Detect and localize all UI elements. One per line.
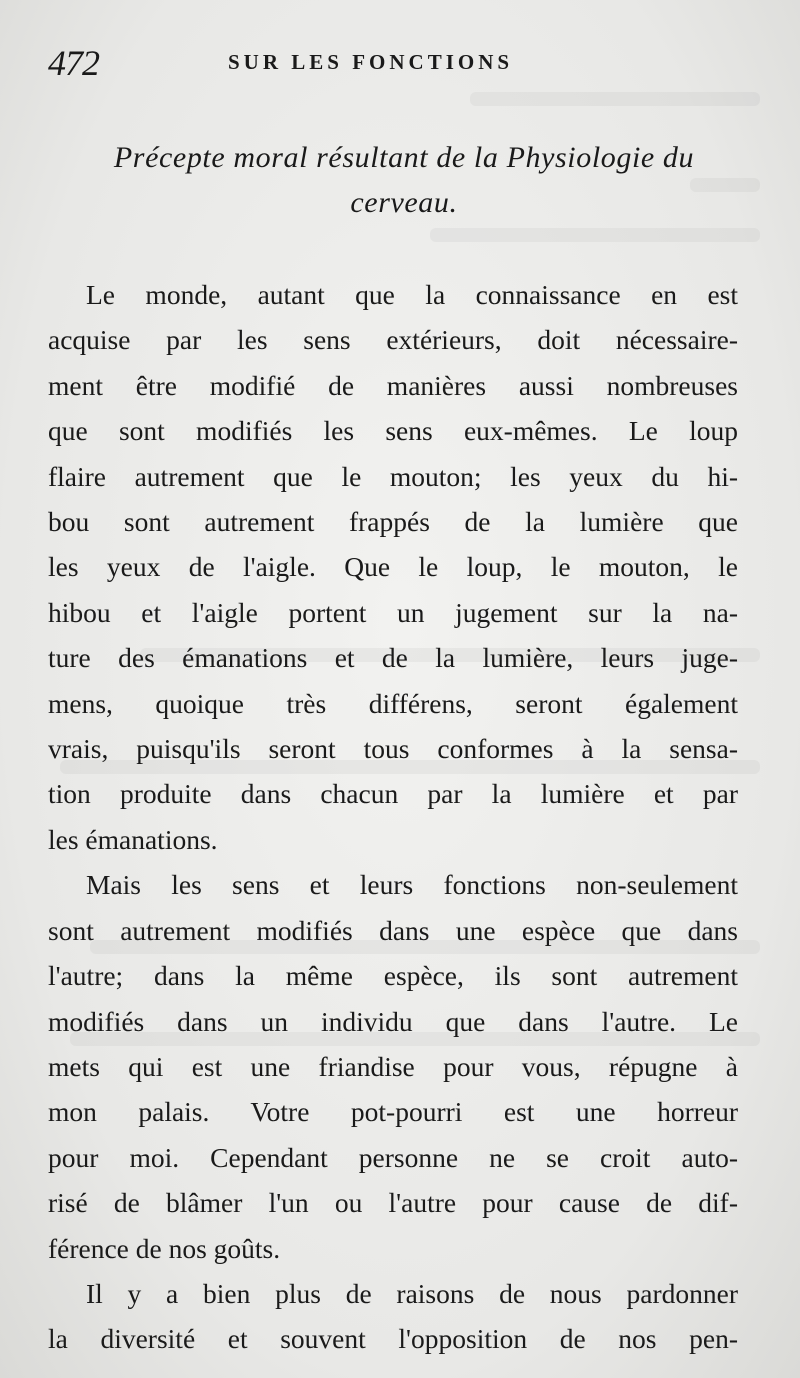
text-line: ture des émanations et de la lumière, leurs juge- [48, 642, 738, 674]
text-line: flaire autrement que le mouton; les yeux du hi- [48, 460, 738, 492]
text-line: bou sont autrement frappés de la lumière que [48, 506, 738, 538]
body-text [48, 272, 738, 1362]
text-line: tion produite dans chacun par la lumière et par [48, 778, 738, 810]
text-line: modifiés dans un individu que dans l'autre. Le [48, 1005, 738, 1037]
running-head: SUR LES FONCTIONS [228, 50, 514, 74]
text-line: Il y a bien plus de raisons de nous pardonner [86, 1277, 738, 1309]
text-line: vrais, puisqu'ils seront tous conformes à la sensa- [48, 733, 738, 765]
section-title [44, 135, 764, 225]
section-title-line: Précepte moral résultant de la Physiologie du [113, 141, 695, 174]
text-line: sont autrement modifiés dans une espèce que dans [48, 914, 738, 946]
section-title-line: cerveau. [350, 186, 458, 219]
text-line: que sont modifiés les sens eux-mêmes. Le loup [48, 415, 738, 447]
text-line: pour moi. Cependant personne ne se croit auto- [48, 1141, 738, 1173]
paragraph [48, 1271, 738, 1362]
page-header [48, 42, 760, 82]
text-line: mens, quoique très différens, seront également [48, 687, 738, 719]
paragraph [48, 272, 738, 862]
text-line: Le monde, autant que la connaissance en est [86, 279, 738, 310]
text-line: mon palais. Votre pot-pourri est une horreur [48, 1096, 738, 1128]
text-line: mets qui est une friandise pour vous, répugne à [48, 1050, 738, 1082]
text-line: risé de blâmer l'un ou l'autre pour cause de dif- [48, 1187, 738, 1219]
page-number: 472 [48, 43, 99, 83]
text-line: l'autre; dans la même espèce, ils sont autrement [48, 960, 738, 992]
text-line: les yeux de l'aigle. Que le loup, le mouton, le [48, 551, 738, 583]
text-line: ment être modifié de manières aussi nombreuses [48, 369, 738, 401]
text-line: hibou et l'aigle portent un jugement sur la na- [48, 596, 738, 628]
text-line: férence de nos goûts. [48, 1232, 281, 1264]
text-line: Mais les sens et leurs fonctions non-seulement [86, 869, 738, 901]
paragraph [48, 862, 738, 1271]
text-line: les émanations. [48, 823, 218, 855]
text-line: la diversité et souvent l'opposition de nos pen- [48, 1323, 738, 1355]
text-line: acquise par les sens extérieurs, doit nécessaire- [48, 324, 738, 356]
